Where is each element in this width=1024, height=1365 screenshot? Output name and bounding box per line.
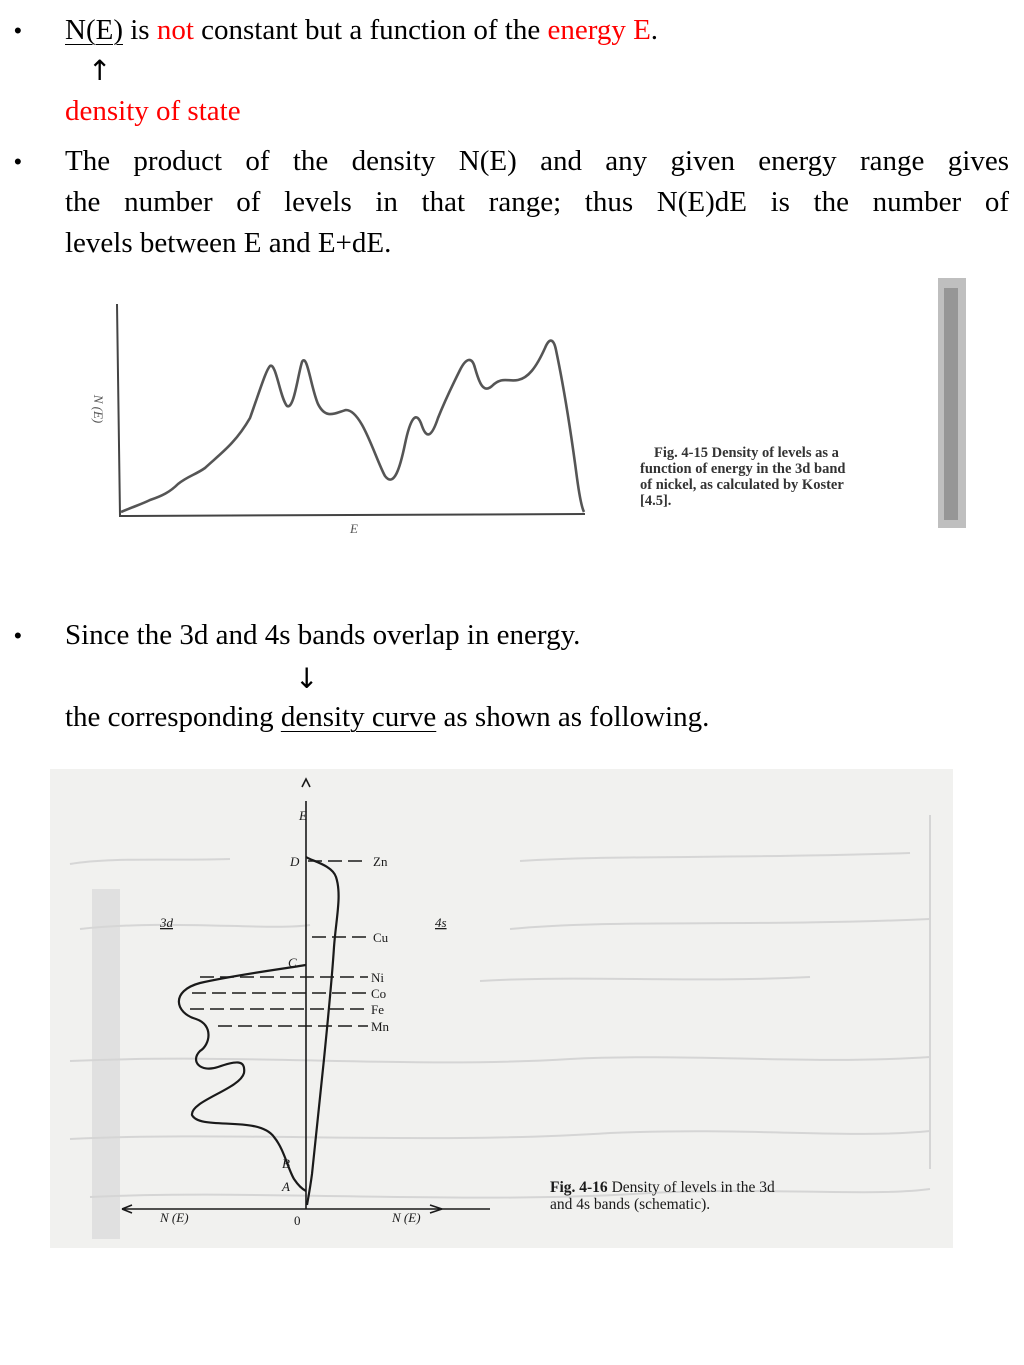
fig1-density-curve: [121, 341, 584, 512]
fig2-caption-label: Fig. 4-16: [550, 1179, 608, 1196]
fig1-caption-line-4: [4.5].: [640, 493, 672, 509]
fig2-element-cu: Cu: [373, 930, 389, 945]
fig2-axes: [122, 779, 490, 1213]
fig1-ylabel: N (E): [91, 394, 106, 424]
fig2-caption-line-2: and 4s bands (schematic).: [550, 1196, 711, 1213]
fig2-element-fe: Fe: [371, 1002, 384, 1017]
svg-text:Fig. 4-16 Density of levels in: [550, 1179, 775, 1196]
fig2-4s-curve: [306, 857, 339, 1205]
fig1-caption-line-3: of nickel, as calculated by Koster: [640, 477, 844, 493]
fig2-element-mn: Mn: [371, 1019, 390, 1034]
bullet-1-marker: •: [14, 18, 22, 43]
fig2-axis-e: E: [299, 808, 307, 823]
ne-term: N(E): [65, 14, 123, 46]
fig2-axis-right: N (E): [392, 1210, 421, 1225]
bullet-2-marker: •: [14, 149, 22, 174]
fig1-caption-label: Fig. 4-15: [654, 445, 708, 461]
fig1-axes: [117, 304, 585, 516]
not-emphasis: not: [156, 14, 194, 46]
fig1-caption-line-1: Density of levels as a: [711, 445, 839, 461]
bullet-2-line-1: The product of the density N(E) and any given energy range gives: [65, 145, 1009, 177]
fig2-element-co: Co: [371, 986, 387, 1001]
bullet-1-text-part1: is: [122, 14, 157, 46]
fig2-axis-zero: 0: [294, 1213, 301, 1228]
fig2-element-ni: Ni: [371, 970, 384, 985]
down-arrow-icon: ↓: [295, 662, 319, 695]
bullet-3-text-post: as shown as following.: [436, 701, 710, 733]
bullet-3-line-2: [65, 697, 709, 738]
fig2-point-c: C: [288, 955, 297, 970]
fig2-caption: [550, 1179, 775, 1213]
bullet-1-text-part3: .: [650, 14, 659, 46]
bullet-3-text-pre: the corresponding: [65, 701, 281, 733]
fig2-label-4s: 4s: [435, 915, 447, 930]
bullet-1-text-part2: constant but a function of the: [193, 14, 548, 46]
bullet-3-marker: •: [14, 623, 22, 648]
fig1-xlabel: E: [350, 521, 358, 536]
figure-4-15: [80, 278, 970, 546]
fig2-caption-line-1: Density of levels in the 3d: [611, 1179, 775, 1196]
up-arrow-icon: ↑: [88, 54, 112, 87]
bullet-2-line-2: the number of levels in that range; thus N(E)dE is the number of: [65, 186, 1009, 218]
fig2-labels: [159, 808, 447, 1228]
energy-emphasis: energy E: [547, 14, 651, 46]
fig2-element-zn: Zn: [373, 854, 388, 869]
fig2-axis-left: N (E): [160, 1210, 189, 1225]
fig1-caption: [640, 445, 845, 509]
fig2-point-b: B: [282, 1156, 290, 1171]
bullet-3-line-1: Since the 3d and 4s bands overlap in energy.: [65, 619, 581, 651]
bullet-2-line-3: levels between E and E+dE.: [65, 227, 392, 259]
fig2-level-lines: [190, 861, 368, 1026]
fig2-left-shadow: [92, 889, 120, 1239]
figure-4-16: [50, 769, 953, 1248]
figure-4-16-scan: [50, 769, 953, 1248]
fig2-point-a: A: [282, 1179, 290, 1194]
svg-text:Fig. 4-15 Density of levels as: [654, 445, 840, 461]
fig2-point-d: D: [290, 854, 300, 869]
fig2-bleed-through: [70, 815, 930, 1198]
density-of-state-label: density of state: [65, 95, 241, 127]
density-curve-term: density curve: [280, 701, 437, 733]
fig1-caption-line-2: function of energy in the 3d band: [640, 461, 846, 477]
fig1-scan-edge-inner: [944, 288, 958, 520]
fig2-label-3d: 3d: [160, 915, 173, 930]
bullet-1-text: [65, 10, 658, 51]
